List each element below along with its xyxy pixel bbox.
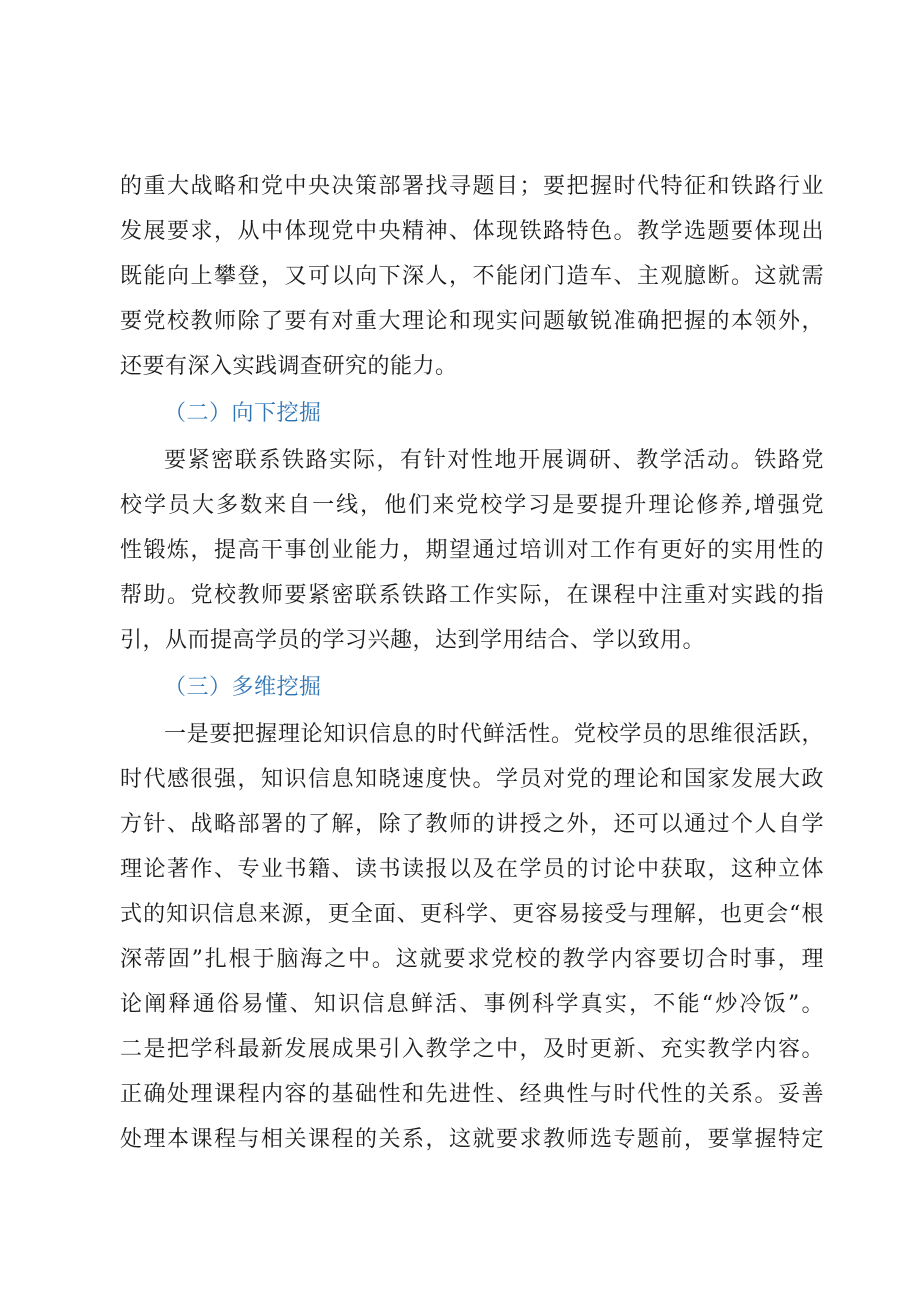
paragraph-line: 性锻炼，提高干事创业能力，期望通过培训对工作有更好的实用性的 bbox=[120, 538, 824, 563]
paragraph-line: 处理本课程与相关课程的关系，这就要求教师选专题前，要掌握特定 bbox=[120, 1127, 824, 1152]
paragraph-line: 理论著作、专业书籍、读书读报以及在学员的讨论中获取，这种立体 bbox=[120, 857, 824, 882]
paragraph-line: 要紧密联系铁路实际，有针对性地开展调研、教学活动。铁路党 bbox=[164, 448, 824, 473]
paragraph-line: 引，从而提高学员的学习兴趣，达到学用结合、学以致用。 bbox=[120, 628, 706, 653]
paragraph-line: 还要有深入实践调查研究的能力。 bbox=[120, 354, 458, 379]
paragraph-line: 时代感很强，知识信息知晓速度快。学员对党的理论和国家发展大政 bbox=[120, 767, 824, 792]
paragraph-line: 要党校教师除了要有对重大理论和现实问题敏锐准确把握的本领外， bbox=[120, 309, 824, 334]
paragraph-line: 既能向上攀登，又可以向下深人，不能闭门造车、主观臆断。这就需 bbox=[120, 264, 824, 289]
paragraph-line: 深蒂固”扎根于脑海之中。这就要求党校的教学内容要切合时事，理 bbox=[120, 947, 824, 972]
paragraph-line: 二是把学科最新发展成果引入教学之中，及时更新、充实教学内容。 bbox=[120, 1037, 824, 1062]
paragraph-line: 方针、战略部署的了解，除了教师的讲授之外，还可以通过个人自学 bbox=[120, 812, 824, 837]
paragraph-line: 一是要把握理论知识信息的时代鲜活性。党校学员的思维很活跃， bbox=[164, 722, 824, 747]
section-heading-2: （二）向下挖掘 bbox=[164, 401, 322, 426]
paragraph-line: 正确处理课程内容的基础性和先进性、经典性与时代性的关系。妥善 bbox=[120, 1082, 824, 1107]
paragraph-line: 的重大战略和党中央决策部署找寻题目；要把握时代特征和铁路行业 bbox=[120, 174, 824, 199]
paragraph-line: 帮助。党校教师要紧密联系铁路工作实际，在课程中注重对实践的指 bbox=[120, 583, 824, 608]
paragraph-line: 式的知识信息来源，更全面、更科学、更容易接受与理解，也更会“根 bbox=[120, 902, 824, 927]
paragraph-line: 论阐释通俗易懂、知识信息鲜活、事例科学真实，不能“炒冷饭”。 bbox=[120, 992, 824, 1017]
paragraph-line: 校学员大多数来自一线，他们来党校学习是要提升理论修养,增强党 bbox=[120, 493, 824, 518]
paragraph-line: 发展要求，从中体现党中央精神、体现铁路特色。教学选题要体现出 bbox=[120, 219, 824, 244]
section-heading-3: （三）多维挖掘 bbox=[164, 675, 322, 700]
